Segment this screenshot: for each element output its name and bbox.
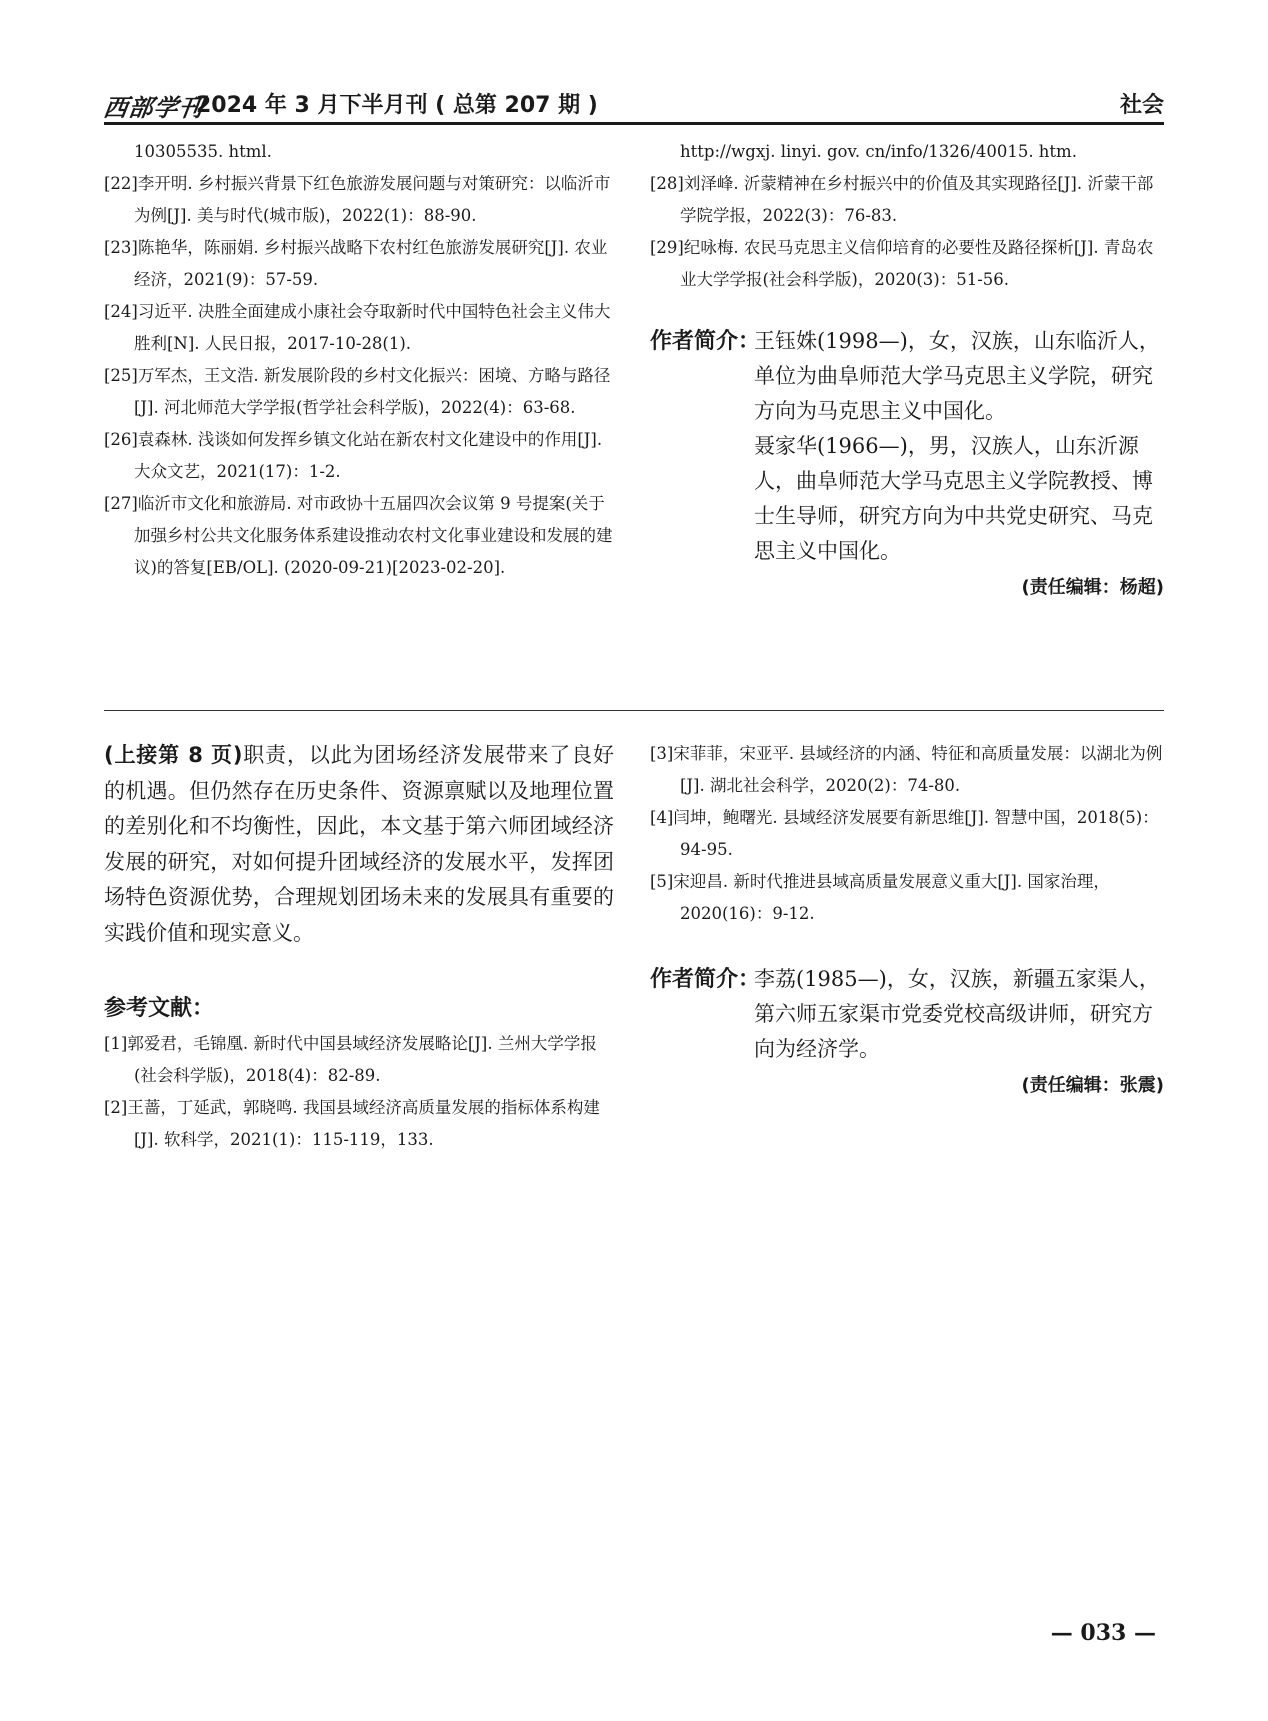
author-bio-label: 作者简介：	[650, 329, 761, 354]
reference-item: [24]习近平. 决胜全面建成小康社会夺取新时代中国特色社会主义伟大胜利[N]. 人民日报，2017-10-28(1).	[104, 302, 611, 353]
author-bio-text: 聂家华(1966—)，男，汉族人，山东沂源人，曲阜师范大学马克思主义学院教授、博士生导师，研究方向为中共党史研究、马克思主义中国化。	[754, 434, 1153, 563]
continued-paragraph	[104, 738, 614, 951]
responsible-editor: (责任编辑：张震)	[1021, 1075, 1164, 1096]
author-bio-label: 作者简介：	[650, 967, 761, 992]
reference-item: [28]刘泽峰. 沂蒙精神在乡村振兴中的价值及其实现路径[J]. 沂蒙干部学院学报，2022(3)：76-83.	[650, 174, 1154, 225]
responsible-editor: (责任编辑：杨超)	[1021, 577, 1164, 598]
author-bio	[650, 962, 1164, 1067]
reference-item: [1]郭爱君，毛锦凰. 新时代中国县域经济发展略论[J]. 兰州大学学报(社会科学版)，2018(4)：82-89.	[104, 1034, 597, 1085]
bottom-right-column	[650, 738, 1164, 1097]
reference-item: [4]闫坤，鲍曙光. 县域经济发展要有新思维[J]. 智慧中国，2018(5)：94-95.	[650, 808, 1159, 859]
journal-logo: 西部学刊	[101, 93, 206, 122]
reference-item: http://wgxj. linyi. gov. cn/info/1326/40015. htm.	[680, 142, 1077, 161]
reference-item: [27]临沂市文化和旅游局. 对市政协十五届四次会议第 9 号提案(关于加强乡村公共文化服务体系建设推动农村文化事业建设和发展的建议)的答复[EB/OL]. (2020-09-21)[2023-02-20].	[104, 494, 613, 577]
reference-item: [23]陈艳华，陈丽娟. 乡村振兴战略下农村红色旅游发展研究[J]. 农业经济，2021(9)：57-59.	[104, 238, 608, 289]
issue-info: 2024 年 3 月下半月刊 ( 总第 207 期 )	[196, 93, 598, 118]
reference-item: [2]王蔷，丁延武，郭晓鸣. 我国县域经济高质量发展的指标体系构建[J]. 软科学，2021(1)：115-119，133.	[104, 1098, 600, 1149]
reference-item: [5]宋迎昌. 新时代推进县域高质量发展意义重大[J]. 国家治理，2020(16)：9-12.	[650, 872, 1110, 923]
author-bio-text: 王钰姝(1998—)，女，汉族，山东临沂人，单位为曲阜师范大学马克思主义学院，研究方向为马克思主义中国化。	[754, 329, 1160, 423]
reference-item: [25]万军杰，王文浩. 新发展阶段的乡村文化振兴：困境、方略与路径[J]. 河北师范大学学报(哲学社会科学版)，2022(4)：63-68.	[104, 366, 611, 417]
section-divider	[104, 710, 1164, 711]
page-number: — 033 —	[1050, 1620, 1156, 1646]
top-left-references	[104, 136, 614, 584]
reference-item: 10305535. html.	[134, 142, 272, 161]
paragraph-text: 职责，以此为团场经济发展带来了良好的机遇。但仍然存在历史条件、资源禀赋以及地理位置的差别化和不均衡性，因此，本文基于第六师团域经济发展的研究，对如何提升团域经济的发展水平，发挥团场特色资源优势，合理规划团场未来的发展具有重要的实践价值和现实意义。	[104, 743, 615, 945]
continued-mark: (上接第 8 页)	[104, 743, 243, 767]
reference-item: [29]纪咏梅. 农民马克思主义信仰培育的必要性及路径探析[J]. 青岛农业大学学报(社会科学版)，2020(3)：51-56.	[650, 238, 1154, 289]
top-right-column	[650, 136, 1164, 599]
reference-item: [26]袁森林. 浅谈如何发挥乡镇文化站在新农村文化建设中的作用[J]. 大众文艺，2021(17)：1-2.	[104, 430, 603, 481]
page-header	[101, 86, 1164, 125]
author-bio	[650, 324, 1164, 569]
references-heading: 参考文献：	[104, 996, 215, 1021]
author-bio-text: 李荔(1985—)，女，汉族，新疆五家渠人，第六师五家渠市党委党校高级讲师，研究方向为经济学。	[754, 967, 1160, 1061]
reference-item: [3]宋菲菲，宋亚平. 县域经济的内涵、特征和高质量发展：以湖北为例[J]. 湖北社会科学，2020(2)：74-80.	[650, 744, 1163, 795]
section-label: 社会	[1119, 93, 1164, 118]
bottom-left-column	[104, 738, 614, 1156]
reference-item: [22]李开明. 乡村振兴背景下红色旅游发展问题与对策研究：以临沂市为例[J]. 美与时代(城市版)，2022(1)：88-90.	[104, 174, 611, 225]
